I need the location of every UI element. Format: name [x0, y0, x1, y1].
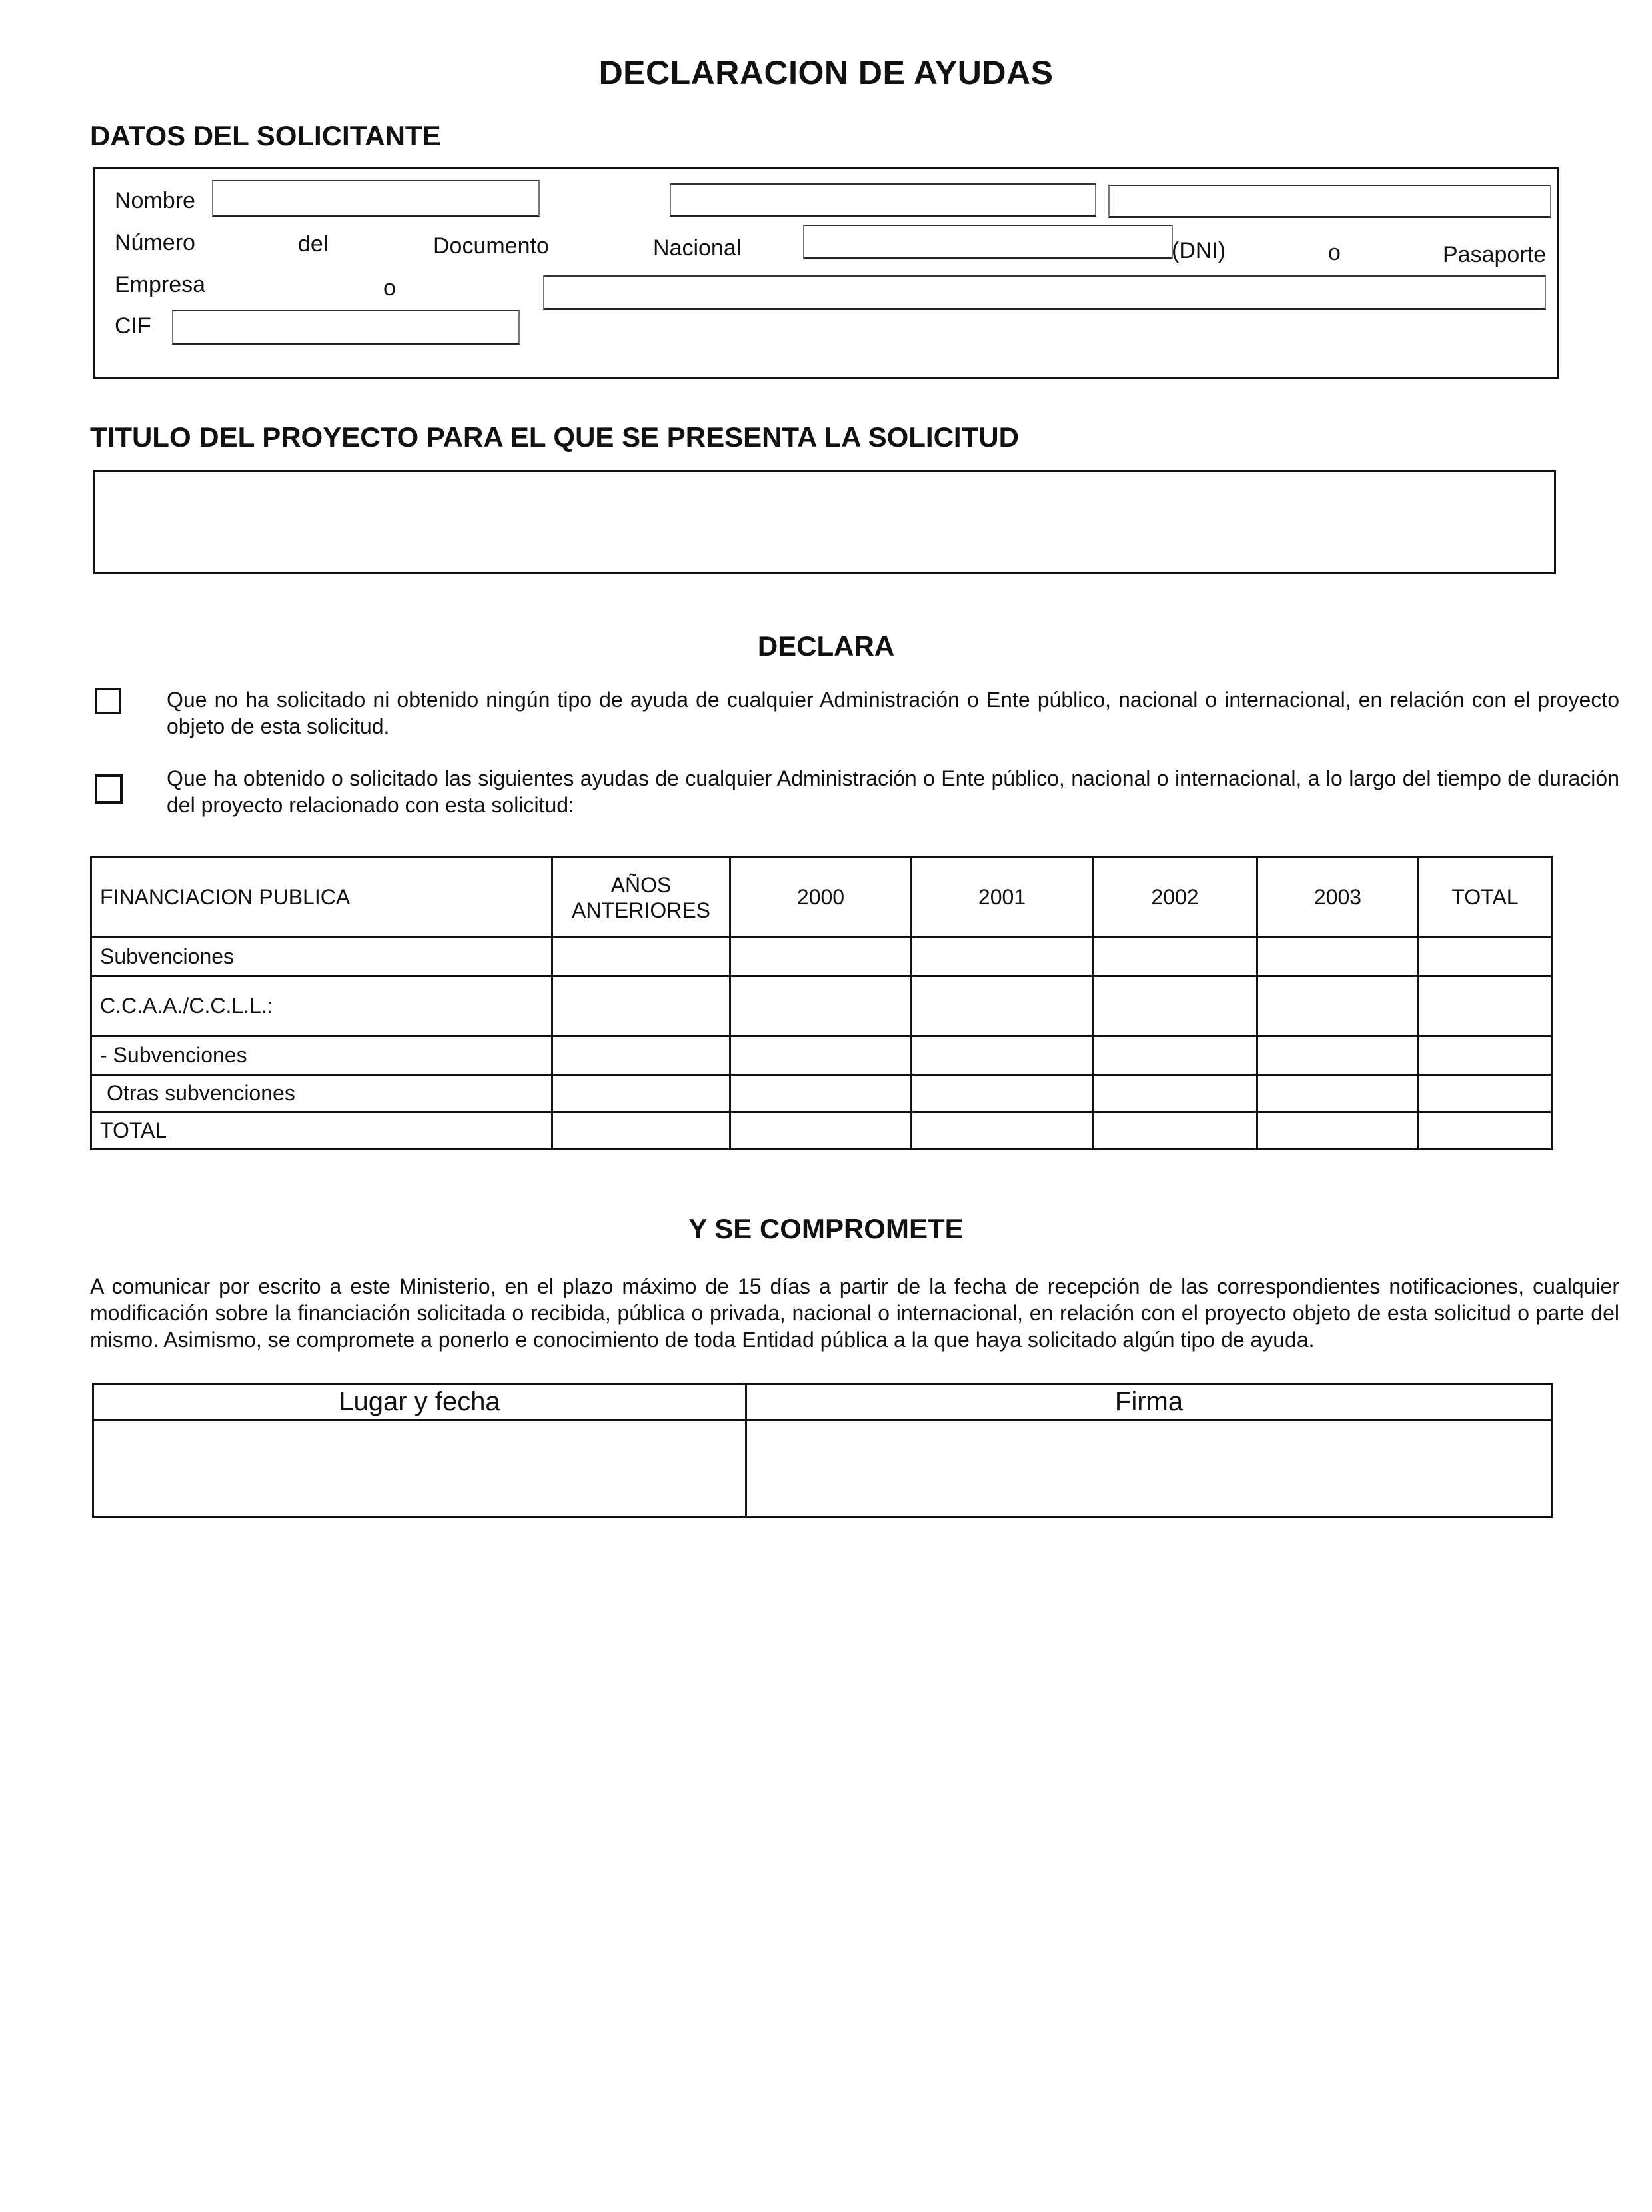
table-cell[interactable] — [1419, 938, 1552, 976]
passport-label: Pasaporte — [1443, 242, 1546, 267]
doc-word-3: Documento — [433, 233, 549, 259]
table-cell[interactable] — [730, 938, 912, 976]
row-label: TOTAL — [91, 1112, 552, 1150]
doc-word-2: del — [298, 231, 329, 257]
table-row — [91, 976, 1552, 1036]
table-cell[interactable] — [1419, 1036, 1552, 1075]
header-2001: 2001 — [912, 858, 1093, 938]
applicant-heading: DATOS DEL SOLICITANTE — [90, 120, 441, 151]
signature-table — [92, 1383, 1553, 1518]
table-row — [91, 938, 1552, 976]
table-cell[interactable] — [1419, 976, 1552, 1036]
row-label: Otras subvenciones — [91, 1075, 552, 1112]
commitment-text: A comunicar por escrito a este Ministerio, en el plazo máximo de 15 días a partir de la fecha de recepción de las correspondientes notificaciones, cualquier modificación sobre la financiación solicitada o recibida, pública o privada, nacional o internacional, en relación con el proyecto objeto de esta solicitud o parte del mismo. Asimismo, se compromete a ponerlo e conocimiento de toda Entidad pública a la que haya solicitado algún tipo de ayuda. — [90, 1274, 1619, 1352]
or-label-2: o — [383, 275, 396, 301]
header-previous-years — [552, 858, 730, 938]
table-cell[interactable] — [1419, 1075, 1552, 1112]
header-total: TOTAL — [1419, 858, 1552, 938]
table-cell[interactable] — [1257, 938, 1419, 976]
table-cell[interactable] — [1257, 1112, 1419, 1150]
table-cell[interactable] — [730, 1112, 912, 1150]
option-2-checkbox[interactable] — [95, 774, 123, 804]
header-2002: 2002 — [1093, 858, 1257, 938]
table-cell[interactable] — [1093, 1112, 1257, 1150]
doc-word-1: Número — [115, 230, 195, 255]
table-cell[interactable] — [912, 938, 1093, 976]
cif-field[interactable] — [172, 310, 520, 345]
table-cell[interactable] — [1257, 1075, 1419, 1112]
table-row — [91, 1112, 1552, 1150]
table-cell[interactable] — [730, 1075, 912, 1112]
table-cell[interactable] — [1257, 1036, 1419, 1075]
row-label: C.C.A.A./C.C.L.L.: — [91, 976, 552, 1036]
option-1-checkbox[interactable] — [95, 688, 121, 714]
page-title: DECLARACION DE AYUDAS — [598, 54, 1054, 91]
header-public-funding: FINANCIACION PUBLICA — [91, 858, 552, 938]
dni-field[interactable] — [803, 225, 1173, 259]
table-row — [91, 1075, 1552, 1112]
project-heading: TITULO DEL PROYECTO PARA EL QUE SE PRESENTA LA SOLICITUD — [90, 421, 1019, 453]
header-2000: 2000 — [730, 858, 912, 938]
declara-heading: DECLARA — [757, 630, 895, 662]
name-field[interactable] — [212, 180, 540, 217]
cif-label: CIF — [115, 313, 151, 339]
table-cell[interactable] — [552, 976, 730, 1036]
table-cell[interactable] — [1093, 1075, 1257, 1112]
table-cell[interactable] — [912, 976, 1093, 1036]
company-field[interactable] — [543, 275, 1546, 310]
table-cell[interactable] — [552, 1112, 730, 1150]
table-cell[interactable] — [1093, 938, 1257, 976]
header-2003: 2003 — [1257, 858, 1419, 938]
or-label-1: o — [1328, 240, 1341, 265]
doc-word-4: Nacional — [653, 235, 742, 261]
surname-1-field[interactable] — [670, 183, 1096, 217]
row-label: Subvenciones — [91, 938, 552, 976]
commitment-heading: Y SE COMPROMETE — [688, 1213, 964, 1244]
header-previous-years-line-1: AÑOS — [610, 872, 672, 897]
table-cell[interactable] — [1093, 1036, 1257, 1075]
table-cell[interactable] — [1093, 976, 1257, 1036]
table-cell[interactable] — [552, 1036, 730, 1075]
project-title-field[interactable] — [93, 470, 1556, 574]
name-label: Nombre — [115, 188, 195, 213]
table-cell[interactable] — [552, 1075, 730, 1112]
funding-table — [90, 856, 1553, 1150]
place-date-header: Lugar y fecha — [93, 1384, 746, 1420]
option-1-text: Que no ha solicitado ni obtenido ningún tipo de ayuda de cualquier Administración o Ente público, nacional o internacional, en relación con el proyecto objeto de esta solicitud. — [167, 688, 1619, 738]
row-label: - Subvenciones — [91, 1036, 552, 1075]
table-row — [91, 1036, 1552, 1075]
table-cell[interactable] — [912, 1036, 1093, 1075]
option-2-text: Que ha obtenido o solicitado las siguientes ayudas de cualquier Administración o Ente público, nacional o internacional, a lo largo del tiempo de duración del proyecto relacionado con esta solicitud: — [167, 766, 1619, 817]
signature-header: Firma — [746, 1384, 1552, 1420]
surname-2-field[interactable] — [1108, 185, 1551, 218]
table-cell[interactable] — [552, 938, 730, 976]
table-cell[interactable] — [1257, 976, 1419, 1036]
company-label: Empresa — [115, 272, 206, 297]
table-cell[interactable] — [1419, 1112, 1552, 1150]
header-previous-years-line-2: ANTERIORES — [571, 898, 711, 922]
table-cell[interactable] — [730, 976, 912, 1036]
table-cell[interactable] — [730, 1036, 912, 1075]
table-cell[interactable] — [912, 1075, 1093, 1112]
table-cell[interactable] — [912, 1112, 1093, 1150]
signature-field[interactable] — [746, 1420, 1552, 1517]
place-date-field[interactable] — [93, 1420, 746, 1517]
dni-label: (DNI) — [1172, 238, 1226, 263]
